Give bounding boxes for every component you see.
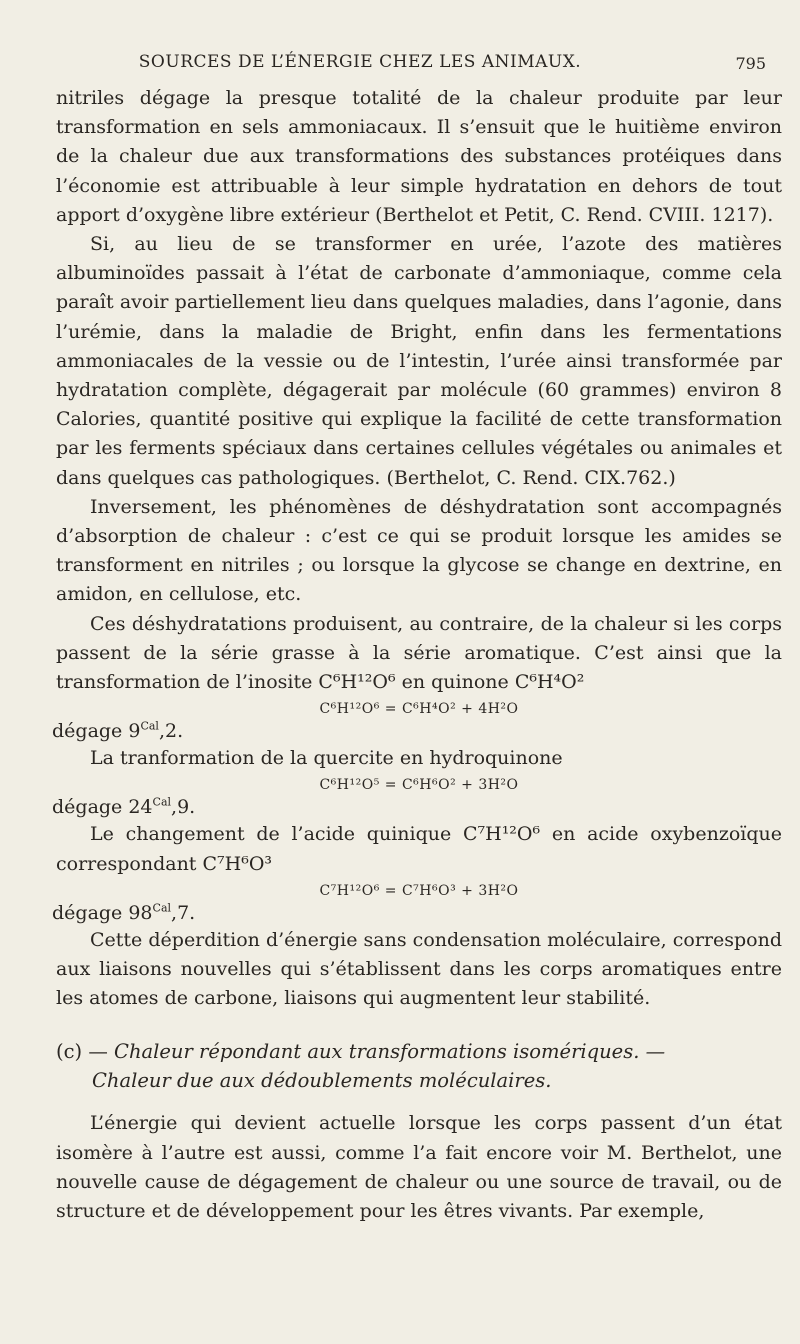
- page-header: [0, 52, 800, 82]
- equation-1: C⁶H¹²O⁶ = C⁶H⁴O² + 4H²O: [319, 701, 519, 718]
- paragraph-5: La tranformation de la quercite en hydroquinone: [90, 747, 563, 770]
- equation-3-result: [52, 900, 782, 926]
- formula-inosite: C⁶H¹²O⁶: [318, 671, 396, 694]
- paragraph-7: Cette déperdition d’énergie sans condensation moléculaire, correspond aux liaisons nouvelles qui s’établissent dans les corps aromatiques entre les atomes de carbone, liaisons qui augmentent leur stabilité.: [56, 928, 782, 1010]
- paragraph-8: L’énergie qui devient actuelle lorsque les corps passent d’un état isomère à l’autre est aussi, comme l’a fait encore voir M. Berthelot, une nouvelle cause de dégagement de chaleur ou une source de travail, ou de structure et de développement pour les êtres vivants. Par exemple,: [56, 1112, 782, 1223]
- equation-1-result: [52, 718, 782, 744]
- equation-1-value: ,2.: [158, 720, 184, 743]
- page-number: 795: [735, 54, 766, 73]
- running-title: SOURCES DE L’ÉNERGIE CHEZ LES ANIMAUX.: [138, 52, 582, 72]
- equation-3-result-text: dégage 98: [52, 901, 153, 924]
- formula-quinone: C⁶H⁴O²: [514, 671, 585, 694]
- cal-unit: Cal: [140, 719, 159, 733]
- paragraph-6: [56, 820, 782, 878]
- equation-2-value: ,9.: [171, 796, 196, 819]
- equation-2: C⁶H¹²O⁵ = C⁶H⁶O² + 3H²O: [319, 777, 519, 794]
- paragraph-4-text: Ces déshydratations produisent, au contraire, de la chaleur si les corps passent de la série grasse à la série aromatique. C’est ainsi que la transformation de l’inosite: [56, 612, 782, 694]
- body-text: [52, 84, 782, 1226]
- paragraph-6-mid: en acide oxybenzoïque correspondant: [56, 823, 782, 875]
- equation-1-result-text: dégage 9: [52, 720, 141, 743]
- section-c-heading: [56, 1037, 782, 1095]
- cal-unit: Cal: [152, 796, 172, 810]
- paragraph-1: nitriles dégage la presque totalité de la chaleur produite par leur transformation en sels ammoniacaux. Il s’ensuit que le huitième environ de la chaleur due aux transformations des substances protéiques dans l’économie est attribuable à leur simple hydratation en dehors de tout apport d’oxygène libre extérieur (Berthelot et Petit, C. Rend. CVIII. 1217).: [56, 87, 782, 226]
- equation-3: C⁷H¹²O⁶ = C⁷H⁶O³ + 3H²O: [319, 882, 519, 899]
- cal-unit: Cal: [152, 901, 172, 915]
- equation-2-result-text: dégage 24: [52, 796, 153, 819]
- section-c-title-line-1: Chaleur répondant aux transformations isomériques. —: [114, 1040, 666, 1064]
- paragraph-2: Si, au lieu de se transformer en urée, l’azote des matières albuminoïdes passait à l’état de carbonate d’ammoniaque, comme cela paraît avoir partiellement lieu dans quelques maladies, dans l’agonie, dans l’urémie, dans la maladie de Bright, enfin dans les fermentations ammoniacales de la vessie ou de l’intestin, l’urée ainsi transformée par hydratation complète, dégagerait par molécule (60 grammes) environ 8 Calories, quantité positive qui explique la facilité de cette transformation par les ferments spéciaux dans certaines cellules végétales ou animales et dans quelques cas pathologiques. (Berthelot, C. Rend. CIX.762.): [56, 233, 782, 489]
- paragraph-3: Inversement, les phénomènes de déshydratation sont accompagnés d’absorption de chaleur : c’est ce qui se produit lorsque les amides se transforment en nitriles ; ou lorsque la glycose se change en dextrine, en amidon, en cellulose, etc.: [56, 495, 782, 606]
- equation-3-value: ,7.: [171, 901, 196, 924]
- paragraph-6-text: Le changement de l’acide quinique: [90, 823, 463, 846]
- section-c-title-line-2: Chaleur due aux dédoublements moléculaires.: [92, 1069, 552, 1093]
- equation-2-result: [52, 794, 782, 820]
- paragraph-4-mid: en quinone: [395, 671, 515, 694]
- section-c-label: (c) —: [56, 1040, 115, 1064]
- formula-oxybenzoic-acid: C⁷H⁶O³: [202, 852, 273, 875]
- formula-quinic-acid: C⁷H¹²O⁶: [462, 823, 541, 846]
- paragraph-4: [56, 610, 782, 698]
